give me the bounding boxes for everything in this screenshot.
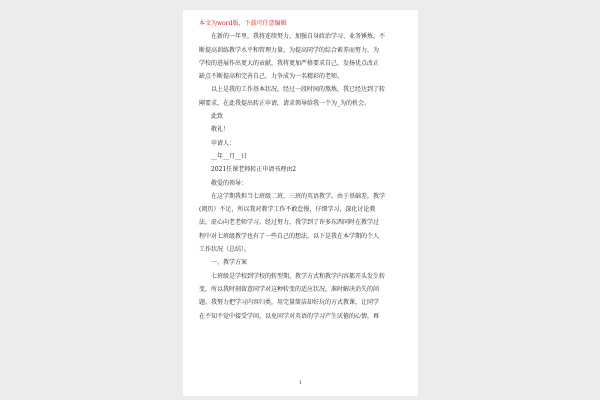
paragraph-line: (阅历）不足，所以我对教学工作不敢怠慢，仔细学习，深化讨论教 [199,206,376,214]
paragraph-line: 缺点不断提高和完善自己，力争成为一名精彩的老师。 [199,73,344,81]
page-number: 1 [298,380,303,386]
document-body [199,17,406,323]
date-line: __年__月__日 [211,152,248,160]
paragraph-line: 以上是我的工作基本状况，经过一段时间的熬炼，我已经达到了转 [211,86,386,94]
document-page [183,10,418,396]
paragraph-line: 法，虚心向老老师学习。经过努力，我学到了许多东西同时在教学过 [199,219,380,227]
paragraph-line: 变，所以我时刻留意同学对这种转变的适应状况，准时解决消失的问 [199,285,380,293]
closing-line: 此致 [211,113,224,121]
paragraph-line: 程中对七班级教学也有了一些自己的想法。以下是我在本学期的个人 [199,232,380,240]
paragraph-line: 在这学期我担当七班级二班、三班的英语教学。由于基础差，教学 [211,192,386,200]
paragraph-line: 在不知不觉中接受学问，以免同学对英语的学习产生厌倦的心情，再 [199,312,380,320]
section-title: 2021任课老师转正申请书理由2 [211,166,297,174]
paragraph-line: 在新的一年里，我将连续努力，加强自身政治学习、业务锤炼，不 [211,33,386,41]
salutation-line: 敬礼！ [211,126,230,134]
greeting-line: 敬爱的领导： [211,179,248,187]
paragraph-line: 剛要求，在此我提出转正申请，请求领导给我一个为_为的机会。 [199,99,371,107]
download-notice: 本文为word版，下载可任意编辑 [199,20,287,27]
paragraph-line: 题。我努力把学习内容归类，用完量简洁却好玩的方式教课，让同学 [199,299,380,307]
applicant-label: 申请人： [211,139,236,147]
section-heading: 一、教学方案 [211,259,248,267]
paragraph-line: 断提高训练教学水平和管理力量。为提高同学的综合素养而努力，为 [199,46,380,54]
paragraph-line: 学校的进展作出更大的贡献，我将更加严格要求自己，发扬优点改正 [199,59,380,67]
paragraph-line: 七班级是学校到学校的转型期，教学方式和教学内容都开头发生转 [211,272,386,280]
paragraph-line: 工作状况（总结）。 [199,246,251,254]
